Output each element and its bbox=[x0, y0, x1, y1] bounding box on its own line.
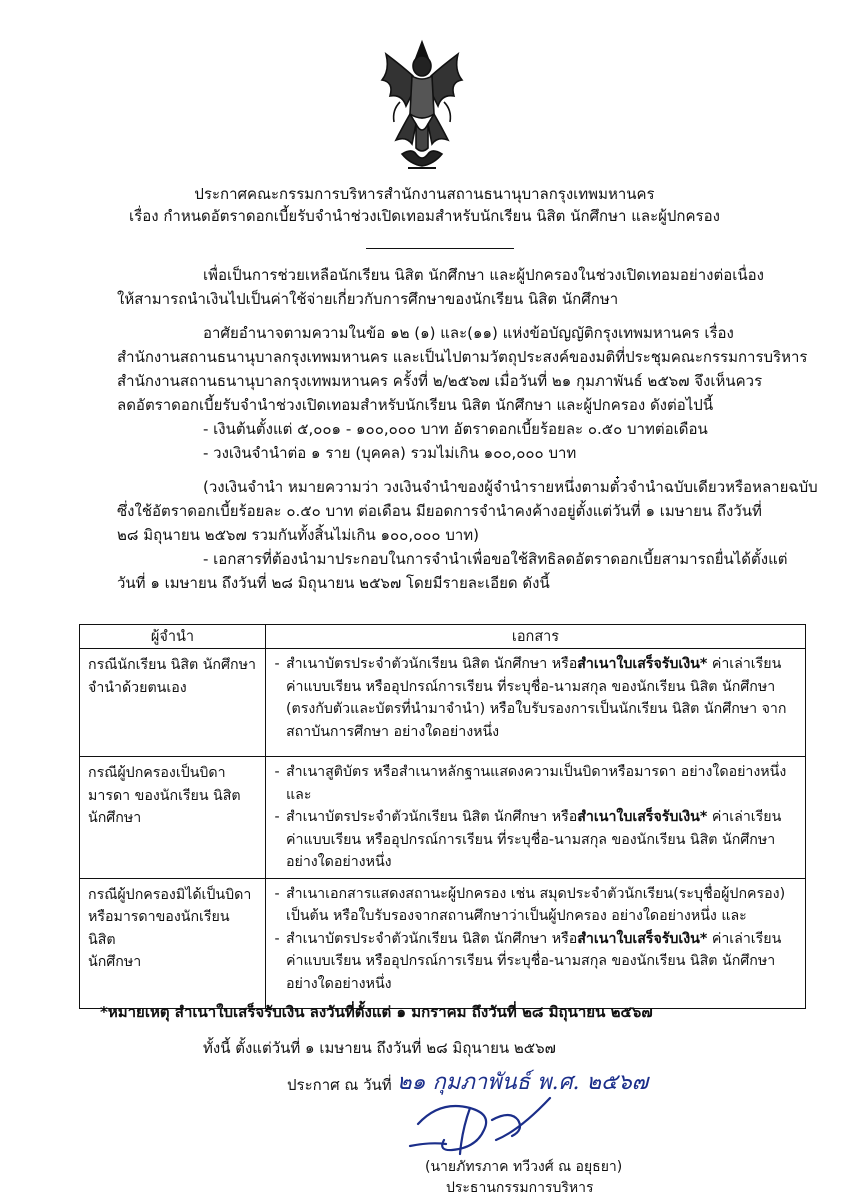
paragraph-4-line-2: วันที่ ๑ เมษายน ถึงวันที่ ๒๘ มิถุนายน ๒๕๖๗ โดยมีรายละเอียด ดังนี้ bbox=[117, 574, 550, 592]
document-item: - สำเนาบัตรประจำตัวนักเรียน นิสิต นักศึกษา หรือสำเนาใบเสร็จรับเงิน* ค่าเล่าเรียน ค่าแบบเรียน หรืออุปกรณ์การเรียน ที่ระบุชื่อ-นามสกุล ของนักเรียน นิสิต นักศึกษา อย่างใดอย่างหนึ่ง bbox=[274, 930, 782, 992]
document-item: - สำเนาเอกสารแสดงสถานะผู้ปกครอง เช่น สมุดประจำตัวนักเรียน(ระบุชื่อผู้ปกครอง) เป็นต้น หรือใบรับรองจากสถานศึกษาว่าเป็นผู้ปกครอง อย่างใดอย่างหนึ่ง และ bbox=[274, 885, 786, 924]
bullet-principal-rate: - เงินต้นตั้งแต่ ๕,๐๐๑ - ๑๐๐,๐๐๐ บาท อัตราดอกเบี้ยร้อยละ ๐.๕๐ บาทต่อเดือน bbox=[203, 420, 708, 438]
announce-date-handwritten: ๒๑ กุมภาพันธ์ พ.ศ. ๒๕๖๗ bbox=[397, 1070, 649, 1095]
paragraph-1-line-1: เพื่อเป็นการช่วยเหลือนักเรียน นิสิต นักศึกษา และผู้ปกครองในช่วงเปิดเทอมอย่างต่อเนื่อง bbox=[203, 266, 764, 284]
document-item: - สำเนาบัตรประจำตัวนักเรียน นิสิต นักศึกษา หรือสำเนาใบเสร็จรับเงิน* ค่าเล่าเรียน ค่าแบบเรียน หรืออุปกรณ์การเรียน ที่ระบุชื่อ-นามสกุล ของนักเรียน นิสิต นักศึกษา (ตรงกับตัวและบัตรที่นำมาจำนำ) หรือใบรับรองการเป็นนักเรียน นิสิต นักศึกษา จากสถาบันการศึกษา อย่างใดอย่างหนึ่ง bbox=[274, 656, 787, 740]
documents-cell bbox=[266, 878, 806, 1008]
paragraph-3-line-2: ซึ่งใช้อัตราดอกเบี้ยร้อยละ ๐.๕๐ บาท ต่อเดือน มียอดการจำนำคงค้างอยู่ตั้งแต่วันที่ ๑ เมษายน ถึงวันที่ bbox=[117, 502, 762, 520]
effective-period: ทั้งนี้ ตั้งแต่วันที่ ๑ เมษายน ถึงวันที่ ๒๘ มิถุนายน ๒๕๖๗ bbox=[203, 1039, 556, 1057]
paragraph-2-line-2: สำนักงานสถานธนานุบาลกรุงเทพมหานคร และเป็นไปตามวัตถุประสงค์ของมติที่ประชุมคณะกรรมการบริหาร bbox=[117, 348, 808, 366]
footnote: *หมายเหตุ สำเนาใบเสร็จรับเงิน ลงวันที่ตั้งแต่ ๑ มกราคม ถึงวันที่ ๒๘ มิถุนายน ๒๕๖๗ bbox=[100, 1003, 653, 1021]
required-documents-table bbox=[79, 624, 806, 1009]
documents-cell bbox=[266, 649, 806, 757]
signer-title: ประธานกรรมการบริหาร bbox=[446, 1180, 594, 1196]
paragraph-4-line-1: - เอกสารที่ต้องนำมาประกอบในการจำนำเพื่อขอใช้สิทธิลดอัตราดอกเบี้ยสามารถยื่นได้ตั้งแต่ bbox=[203, 550, 788, 568]
paragraph-2-line-3: สำนักงานสถานธนานุบาลกรุงเทพมหานคร ครั้งที่ ๒/๒๕๖๗ เมื่อวันที่ ๒๑ กุมภาพันธ์ ๒๕๖๗ จึงเห็นควร bbox=[117, 372, 763, 390]
table-row bbox=[80, 649, 806, 757]
document-item: - สำเนาบัตรประจำตัวนักเรียน นิสิต นักศึกษา หรือสำเนาใบเสร็จรับเงิน* ค่าเล่าเรียน ค่าแบบเรียน หรืออุปกรณ์การเรียน ที่ระบุชื่อ-นามสกุล ของนักเรียน นิสิต นักศึกษา อย่างใดอย่างหนึ่ง bbox=[274, 809, 782, 870]
table-header-row bbox=[80, 625, 806, 649]
paragraph-3-line-3: ๒๘ มิถุนายน ๒๕๖๗ รวมกันทั้งสิ้นไม่เกิน ๑๐๐,๐๐๐ บาท) bbox=[117, 526, 479, 544]
document-item: - สำเนาสูติบัตร หรือสำเนาหลักฐานแสดงความเป็นบิดาหรือมารดา อย่างใดอย่างหนึ่ง และ bbox=[274, 764, 787, 803]
table-row bbox=[80, 878, 806, 1008]
pawner-cell: กรณีนักเรียน นิสิต นักศึกษา จำนำด้วยตนเอง bbox=[80, 649, 266, 757]
pawner-cell: กรณีผู้ปกครองเป็นบิดา มารดา ของนักเรียน นิสิต นักศึกษา bbox=[80, 757, 266, 879]
paragraph-2-line-4: ลดอัตราดอกเบี้ยรับจำนำช่วงเปิดเทอมสำหรับนักเรียน นิสิต นักศึกษา และผู้ปกครอง ดังต่อไปนี้ bbox=[117, 396, 714, 414]
announce-date-label: ประกาศ ณ วันที่ bbox=[287, 1076, 392, 1094]
table-row bbox=[80, 757, 806, 879]
bullet-credit-limit: - วงเงินจำนำต่อ ๑ ราย (บุคคล) รวมไม่เกิน ๑๐๐,๐๐๐ บาท bbox=[203, 444, 577, 462]
garuda-emblem bbox=[372, 36, 472, 176]
announcement-subject: เรื่อง กำหนดอัตราดอกเบี้ยรับจำนำช่วงเปิดเทอมสำหรับนักเรียน นิสิต นักศึกษา และผู้ปกครอง bbox=[129, 207, 720, 225]
column-header-pawner: ผู้จำนำ bbox=[80, 625, 266, 649]
documents-cell bbox=[266, 757, 806, 879]
column-header-documents: เอกสาร bbox=[266, 625, 806, 649]
pawner-cell: กรณีผู้ปกครองมิได้เป็นบิดา หรือมารดาของนักเรียน นิสิต นักศึกษา bbox=[80, 878, 266, 1008]
paragraph-3-line-1: (วงเงินจำนำ หมายความว่า วงเงินจำนำของผู้จำนำรายหนึ่งตามตั๋วจำนำฉบับเดียวหรือหลายฉบับ bbox=[203, 478, 818, 496]
paragraph-2-line-1: อาศัยอำนาจตามความในข้อ ๑๒ (๑) และ(๑๑) แห่งข้อบัญญัติกรุงเทพมหานคร เรื่อง bbox=[203, 324, 734, 342]
signer-name: (นายภัทรภาค ทวีวงศ์ ณ อยุธยา) bbox=[425, 1159, 623, 1175]
signature bbox=[400, 1090, 560, 1160]
title-divider bbox=[366, 248, 514, 249]
paragraph-1-line-2: ให้สามารถนำเงินไปเป็นค่าใช้จ่ายเกี่ยวกับการศึกษาของนักเรียน นิสิต นักศึกษา bbox=[117, 290, 619, 308]
announcement-title: ประกาศคณะกรรมการบริหารสำนักงานสถานธนานุบาลกรุงเทพมหานคร bbox=[194, 185, 655, 203]
